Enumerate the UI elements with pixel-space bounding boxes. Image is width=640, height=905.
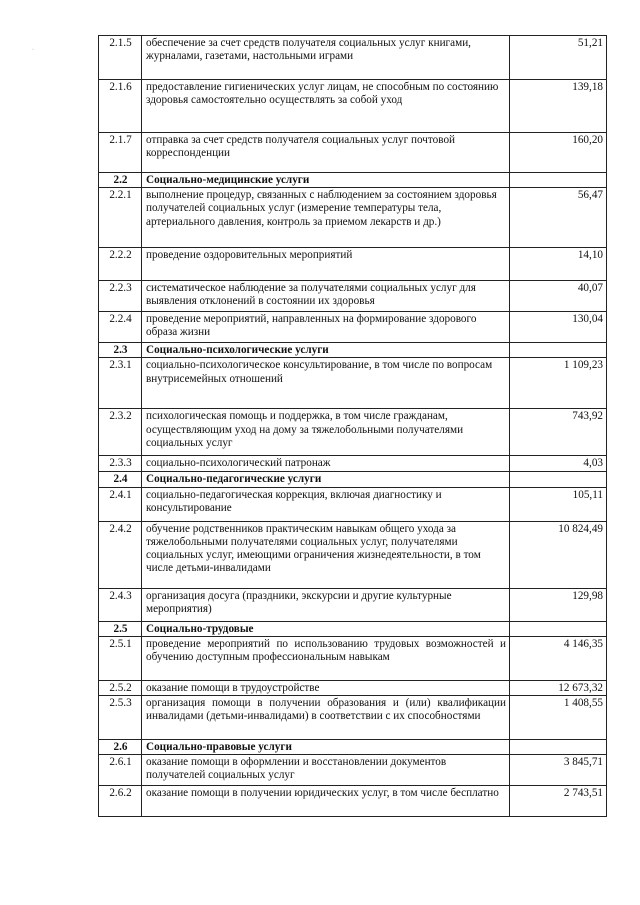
section-title: Социально-педагогические услуги: [142, 472, 510, 487]
tariff-value: [510, 740, 607, 755]
section-title: Социально-медицинские услуги: [142, 173, 510, 188]
section-title: Социально-психологические услуги: [142, 343, 510, 358]
table-row: [99, 409, 607, 456]
table-body: [99, 36, 607, 817]
service-description: обеспечение за счет средств получателя социальных услуг книгами, журналами, газетами, настольными играми: [142, 36, 510, 80]
table-row: [99, 755, 607, 786]
service-description: проведение мероприятий, направленных на формирование здорового образа жизни: [142, 312, 510, 343]
section-row: [99, 472, 607, 487]
tariff-value: [510, 472, 607, 487]
item-number: 2.2: [99, 173, 142, 188]
tariff-value: 56,47: [510, 188, 607, 248]
item-number: 2.3.2: [99, 409, 142, 456]
section-row: [99, 621, 607, 636]
table-row: [99, 133, 607, 173]
item-number: 2.6.1: [99, 755, 142, 786]
table-row: [99, 456, 607, 472]
service-description: оказание помощи в получении юридических услуг, в том числе бесплатно: [142, 786, 510, 817]
table-row: [99, 696, 607, 740]
tariff-value: 4,03: [510, 456, 607, 472]
service-description: оказание помощи в трудоустройстве: [142, 680, 510, 695]
table-row: [99, 188, 607, 248]
tariff-value: 40,07: [510, 281, 607, 312]
section-title: Социально-трудовые: [142, 621, 510, 636]
item-number: 2.6.2: [99, 786, 142, 817]
service-description: обучение родственников практическим навыкам общего ухода за тяжелобольными получателями социальных услуг, получателями социальных услуг, имеющими ограничения жизнедеятельности, в том числе детьми-инвалидами: [142, 521, 510, 588]
item-number: 2.3: [99, 343, 142, 358]
tariff-value: [510, 343, 607, 358]
service-description: оказание помощи в оформлении и восстановлении документов получателей социальных услуг: [142, 755, 510, 786]
section-row: [99, 173, 607, 188]
service-description: выполнение процедур, связанных с наблюдением за состоянием здоровья получателей социальных услуг (измерение температуры тела, артериального давления, контроль за приемом лекарств и др.): [142, 188, 510, 248]
item-number: 2.2.2: [99, 248, 142, 281]
table-row: [99, 487, 607, 521]
tariff-value: 4 146,35: [510, 636, 607, 680]
item-number: 2.3.3: [99, 456, 142, 472]
item-number: 2.2.3: [99, 281, 142, 312]
item-number: 2.4.1: [99, 487, 142, 521]
tariff-value: 2 743,51: [510, 786, 607, 817]
tariff-value: 51,21: [510, 36, 607, 80]
table-row: [99, 281, 607, 312]
tariff-value: 1 109,23: [510, 358, 607, 409]
table-row: [99, 358, 607, 409]
service-description: проведение мероприятий по использованию трудовых возможностей и обучению доступным профессиональным навыкам: [142, 636, 510, 680]
item-number: 2.5.2: [99, 680, 142, 695]
table-row: [99, 248, 607, 281]
tariff-value: 130,04: [510, 312, 607, 343]
item-number: 2.5.1: [99, 636, 142, 680]
section-row: [99, 343, 607, 358]
item-number: 2.2.4: [99, 312, 142, 343]
item-number: 2.1.5: [99, 36, 142, 80]
tariff-value: 139,18: [510, 80, 607, 133]
service-description: организация досуга (праздники, экскурсии и другие культурные мероприятия): [142, 588, 510, 621]
item-number: 2.1.7: [99, 133, 142, 173]
item-number: 2.3.1: [99, 358, 142, 409]
section-row: [99, 740, 607, 755]
service-description: систематическое наблюдение за получателями социальных услуг для выявления отклонений в состоянии их здоровья: [142, 281, 510, 312]
item-number: 2.5.3: [99, 696, 142, 740]
table-row: [99, 680, 607, 695]
item-number: 2.5: [99, 621, 142, 636]
item-number: 2.4: [99, 472, 142, 487]
tariff-value: 3 845,71: [510, 755, 607, 786]
tariff-value: 1 408,55: [510, 696, 607, 740]
table-row: [99, 36, 607, 80]
table-row: [99, 521, 607, 588]
service-description: проведение оздоровительных мероприятий: [142, 248, 510, 281]
service-description: организация помощи в получении образования и (или) квалификации инвалидами (детьми-инвалидами) в соответствии с их способностями: [142, 696, 510, 740]
table-row: [99, 312, 607, 343]
tariff-value: 160,20: [510, 133, 607, 173]
table-row: [99, 80, 607, 133]
tariff-value: 14,10: [510, 248, 607, 281]
tariff-value: 12 673,32: [510, 680, 607, 695]
table-row: [99, 636, 607, 680]
table-row: [99, 588, 607, 621]
services-tariff-table: [98, 35, 607, 817]
tariff-value: 129,98: [510, 588, 607, 621]
tariff-value: 743,92: [510, 409, 607, 456]
service-description: социально-психологический патронаж: [142, 456, 510, 472]
item-number: 2.4.2: [99, 521, 142, 588]
service-description: социально-психологическое консультирование, в том числе по вопросам внутрисемейных отношений: [142, 358, 510, 409]
scan-speck: ·: [32, 47, 34, 53]
section-title: Социально-правовые услуги: [142, 740, 510, 755]
service-description: отправка за счет средств получателя социальных услуг почтовой корреспонденции: [142, 133, 510, 173]
service-description: психологическая помощь и поддержка, в том числе гражданам, осуществляющим уход на дому за тяжелобольными получателями социальных услуг: [142, 409, 510, 456]
item-number: 2.1.6: [99, 80, 142, 133]
tariff-value: 105,11: [510, 487, 607, 521]
tariff-value: [510, 173, 607, 188]
item-number: 2.4.3: [99, 588, 142, 621]
tariff-value: 10 824,49: [510, 521, 607, 588]
table-row: [99, 786, 607, 817]
tariff-value: [510, 621, 607, 636]
item-number: 2.2.1: [99, 188, 142, 248]
service-description: предоставление гигиенических услуг лицам, не способным по состоянию здоровья самостоятельно осуществлять за собой уход: [142, 80, 510, 133]
item-number: 2.6: [99, 740, 142, 755]
service-description: социально-педагогическая коррекция, включая диагностику и консультирование: [142, 487, 510, 521]
